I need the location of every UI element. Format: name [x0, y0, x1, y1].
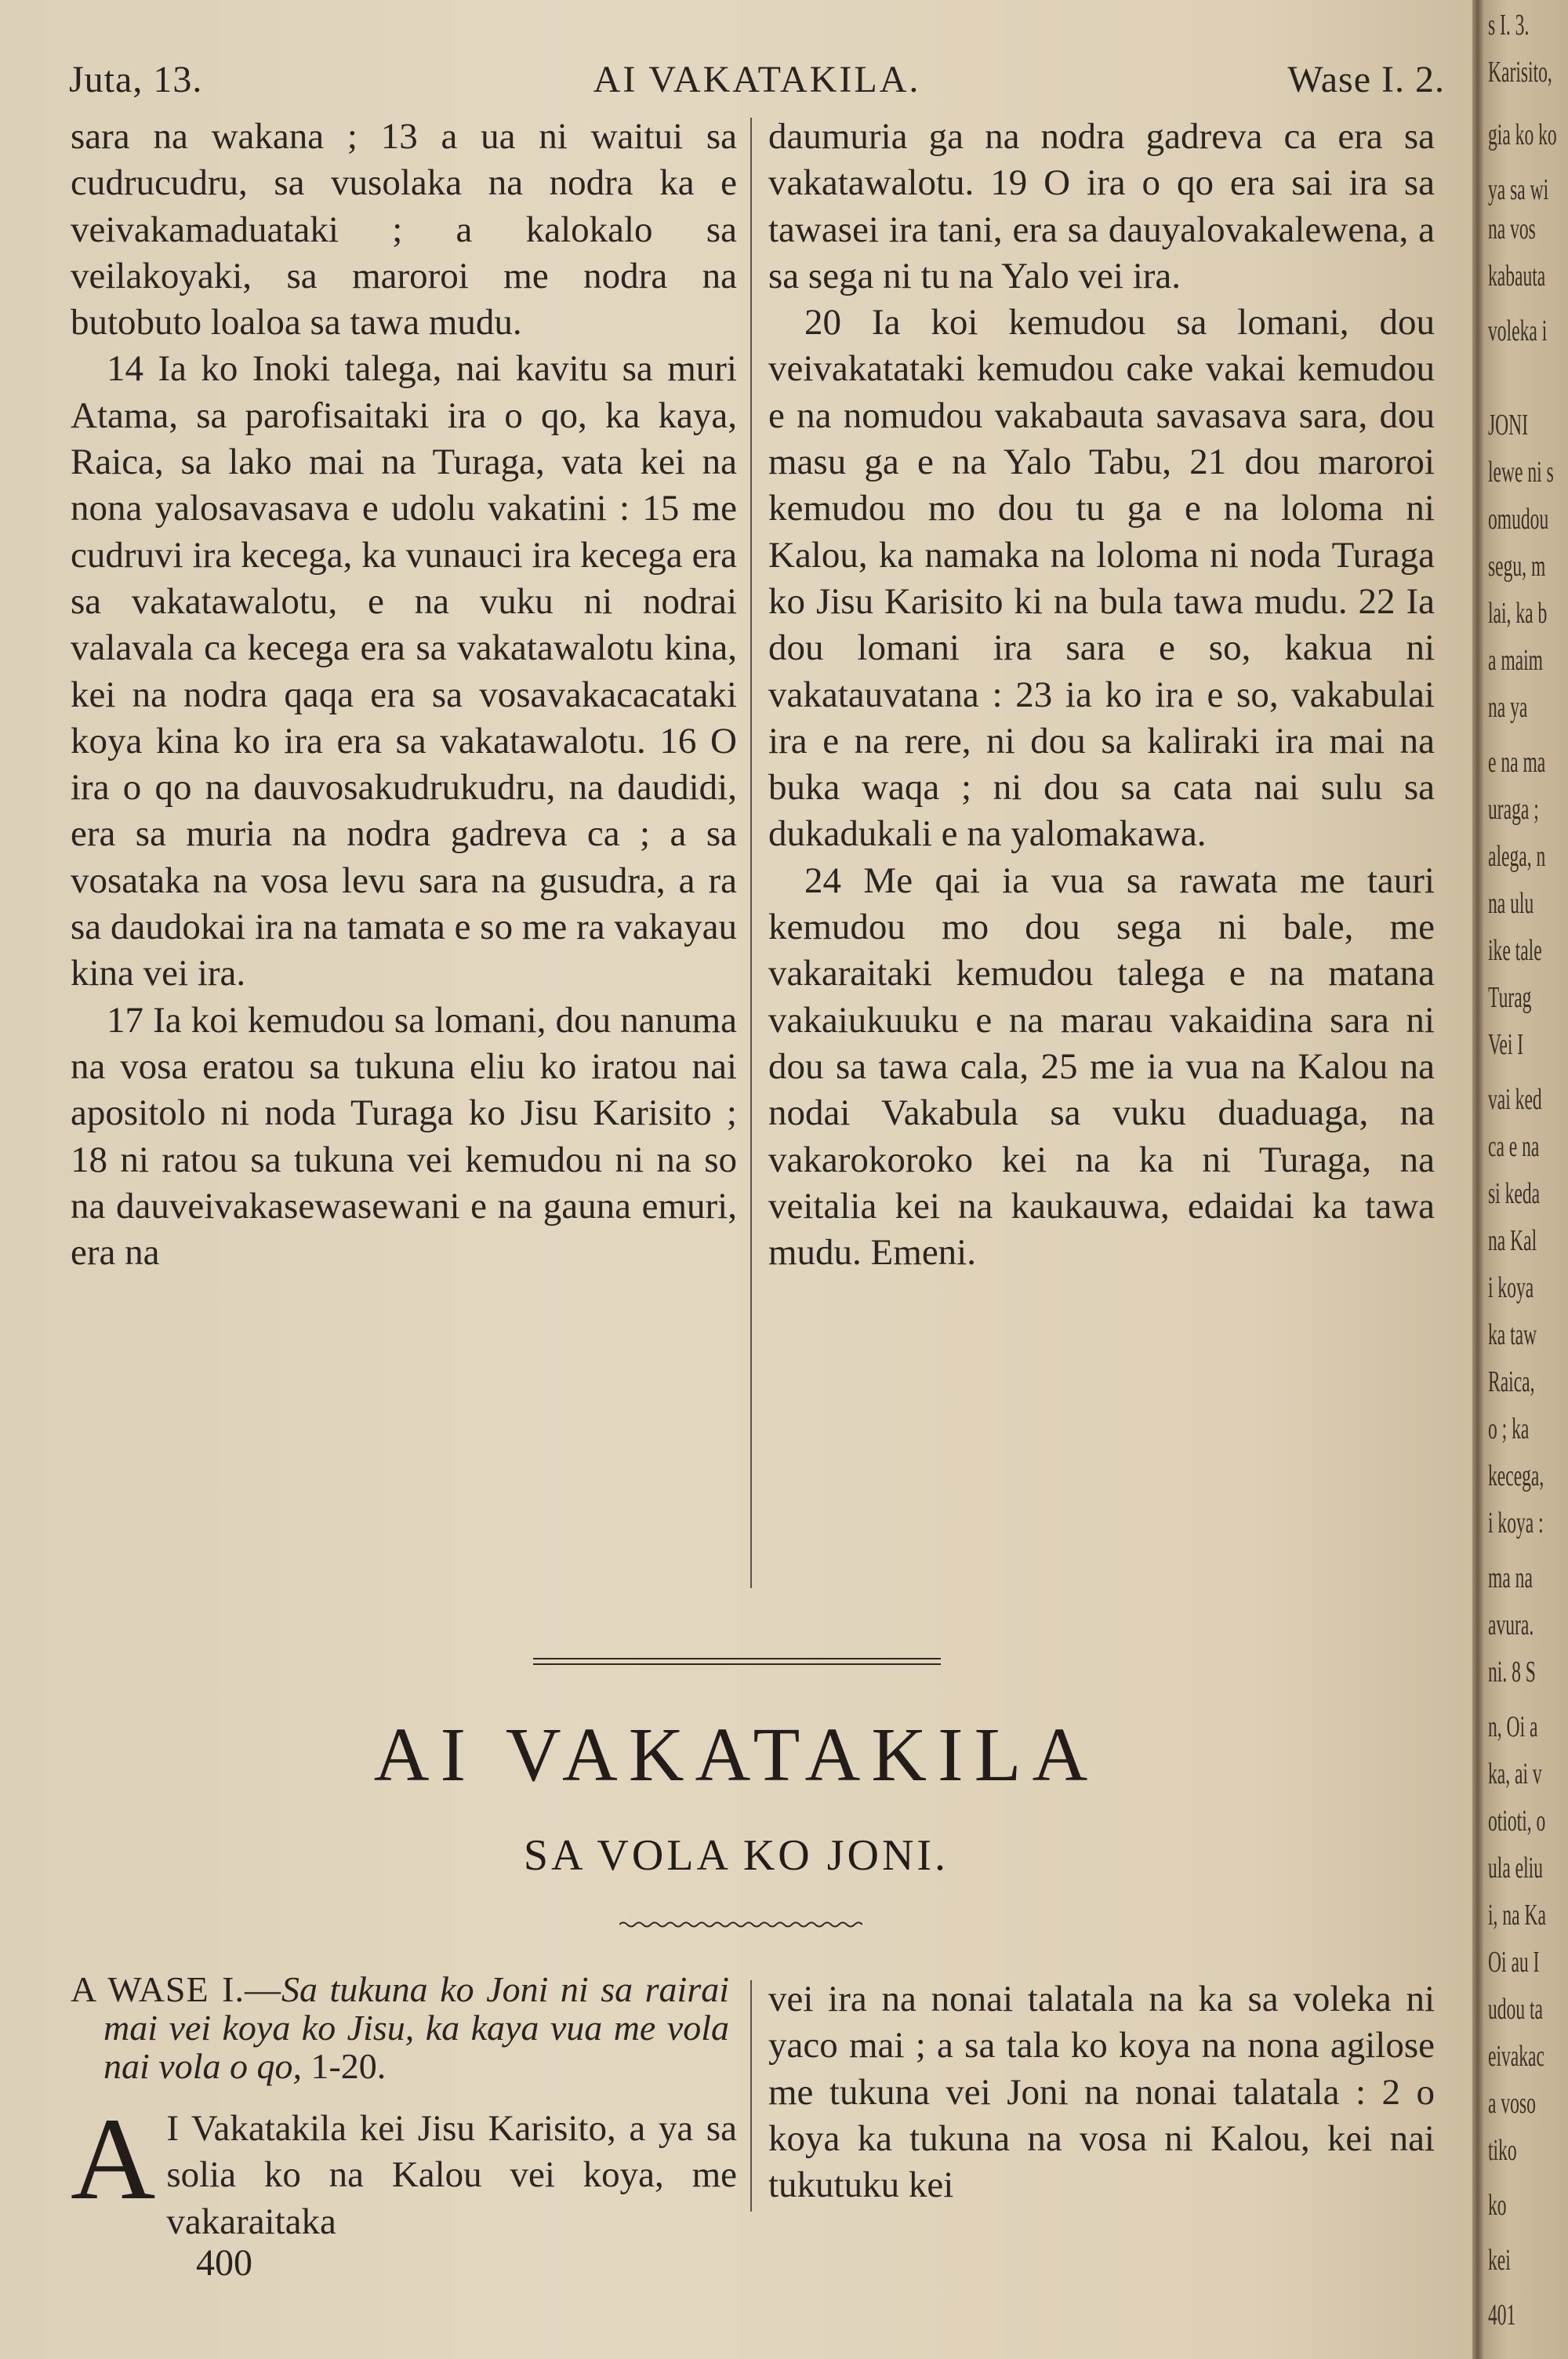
- adjacent-page-fragment: i koya: [1488, 1271, 1534, 1304]
- running-head-left: Juta, 13.: [69, 59, 203, 100]
- adjacent-page-fragment: ko: [1488, 2189, 1507, 2222]
- paragraph: I Vakatakila kei Jisu Karisito, a ya sa solia ko na Kalou vei koya, me vakaraitaka: [166, 2108, 737, 2242]
- adjacent-page-edge: [1483, 0, 1568, 2359]
- adjacent-page-fragment: ka taw: [1488, 1318, 1537, 1351]
- adjacent-page-fragment: tiko: [1488, 2134, 1517, 2167]
- adjacent-page-fragment: kabauta: [1488, 260, 1546, 293]
- section-rule: [533, 1658, 941, 1659]
- adjacent-page-fragment: otioti, o: [1488, 1805, 1546, 1837]
- column-divider: [750, 1980, 752, 2212]
- adjacent-page-fragment: Karisito,: [1488, 56, 1552, 89]
- adjacent-page-fragment: Vei I: [1488, 1028, 1524, 1061]
- chapter-summary-text: Sa tukuna ko Joni ni sa rairai mai vei koya ko Jisu, ka kaya vua me vola nai vola o qo,: [103, 1969, 729, 2086]
- jude-left-column: [71, 114, 737, 1276]
- adjacent-page-fragment: segu, m: [1488, 550, 1546, 583]
- paragraph: sara na wakana ; 13 a ua ni waitui sa cudrucudru, sa vusolaka na nodra ka e veivakamaduataki ; a kalokalo sa veilakoyaki, sa maroroi me nodra na butobuto loaloa sa tawa mudu.: [71, 116, 737, 343]
- adjacent-page-fragment: na Kal: [1488, 1224, 1537, 1257]
- adjacent-page-fragment: na ya: [1488, 691, 1528, 724]
- chapter-label: A WASE I.—: [71, 1969, 281, 2009]
- adjacent-page-fragment: ka, ai v: [1488, 1757, 1542, 1790]
- adjacent-page-fragment: Oi au I: [1488, 1946, 1540, 1979]
- section-rule: [533, 1663, 941, 1665]
- paragraph: 17 Ia koi kemudou sa lomani, dou nanuma na vosa eratou sa tukuna eliu ko iratou nai apositolo ni noda Turaga ko Jisu Karisito ; 18 ni ratou sa tukuna vei kemudou ni na so na dauveivakasewasewani e na gauna emuri, era na: [71, 999, 737, 1274]
- running-head-right: Wase I. 2.: [1287, 59, 1445, 100]
- chapter-summary: [71, 1970, 729, 2085]
- adjacent-page-fragment: lai, ka b: [1488, 597, 1548, 630]
- adjacent-page-fragment: kecega,: [1488, 1459, 1544, 1492]
- adjacent-page-fragment: ike tale: [1488, 934, 1542, 967]
- revelation-left-column: [71, 2094, 737, 2245]
- adjacent-page-fragment: Turag: [1488, 981, 1532, 1014]
- adjacent-page-fragment: avura.: [1488, 1608, 1534, 1641]
- adjacent-page-fragment: si keda: [1488, 1177, 1541, 1210]
- running-head-center: AI VAKATAKILA.: [593, 59, 921, 100]
- book-subtitle: SA VOLA KO JONI.: [523, 1831, 949, 1880]
- verse-range: 1-20.: [301, 2046, 387, 2086]
- adjacent-page-fragment: o ; ka: [1488, 1412, 1530, 1445]
- adjacent-page-fragment: n, Oi a: [1488, 1710, 1538, 1743]
- paragraph: daumuria ga na nodra gadreva ca era sa vakatawalotu. 19 O ira o qo era sai ira sa tawasei ira tani, era sa dauyalovakalewena, a sa sega ni tu na Yalo vei ira.: [768, 116, 1435, 296]
- adjacent-page-fragment: Raica,: [1488, 1365, 1535, 1398]
- adjacent-page-fragment: 401: [1488, 2299, 1516, 2332]
- adjacent-page-fragment: lewe ni s: [1488, 456, 1554, 489]
- adjacent-page-fragment: ma na: [1488, 1561, 1533, 1594]
- book-title: AI VAKATAKILA: [373, 1713, 1099, 1797]
- paragraph: 14 Ia ko Inoki talega, nai kavitu sa muri Atama, sa parofisaitaki ira o qo, ka kaya, Raica, sa lako mai na Turaga, vata kei na nona yalosavasava e udolu vakatini : 15 me cudruvi ira kecega, ka vunauci ira kecega era sa vakatawalotu, e na vuku ni nodrai valavala ca kecega era sa vakatawalotu kina, kei na nodra qaqa era sa vosavakacacataki koya kina ko ira era sa vakatawalotu. 16 O ira o qo na dauvosakudrukudru, na daudidi, era sa muria na nodra gadreva ca ; a sa vosataka na vosa levu sara na gusudra, a ra sa daudokai ira na tamata e so me ra vakayau kina vei ira.: [71, 348, 737, 994]
- page-number: 400: [196, 2242, 252, 2284]
- jude-right-column: [768, 114, 1435, 1276]
- adjacent-page-fragment: na ulu: [1488, 887, 1534, 920]
- adjacent-page-fragment: ya sa wi: [1488, 173, 1549, 206]
- drop-cap: A: [71, 2094, 156, 2224]
- adjacent-page-fragment: kei: [1488, 2244, 1511, 2277]
- running-head: [69, 58, 1445, 105]
- adjacent-page-fragment: a maim: [1488, 644, 1544, 677]
- adjacent-page-fragment: alega, n: [1488, 840, 1546, 873]
- adjacent-page-fragment: ula eliu: [1488, 1852, 1544, 1885]
- adjacent-page-fragment: na vos: [1488, 213, 1536, 245]
- adjacent-page-fragment: i, na Ka: [1488, 1899, 1546, 1932]
- column-divider: [750, 118, 752, 1588]
- wavy-ornament: [619, 1919, 862, 1930]
- paragraph: 24 Me qai ia vua sa rawata me tauri kemudou mo dou sega ni bale, me vakaraitaki kemudou talega e na matana vakaiukuuku e na marau vakaidina sara ni dou sa tawa cala, 25 me ia vua na Kalou na nodai Vakabula sa vuku duaduaga, na vakarokoroko kei na ka ni Turaga, na veitalia kei na kaukauwa, edaidai ka tawa mudu. Emeni.: [768, 860, 1435, 1274]
- adjacent-page-fragment: gia ko ko: [1488, 118, 1557, 151]
- adjacent-page-fragment: eivakac: [1488, 2040, 1544, 2073]
- adjacent-page-fragment: vai ked: [1488, 1083, 1542, 1116]
- book-gutter: [1472, 0, 1483, 2359]
- adjacent-page-fragment: ca e na: [1488, 1130, 1540, 1163]
- adjacent-page-fragment: e na ma: [1488, 746, 1546, 779]
- adjacent-page-fragment: a voso: [1488, 2087, 1536, 2120]
- adjacent-page-fragment: ni. 8 S: [1488, 1656, 1536, 1688]
- adjacent-page-fragment: s I. 3.: [1488, 9, 1530, 42]
- adjacent-page-fragment: uraga ;: [1488, 793, 1539, 826]
- revelation-right-column: [768, 1976, 1435, 2208]
- paragraph: 20 Ia koi kemudou sa lomani, dou veivakatataki kemudou cake vakai kemudou e na nomudou vakabauta savasava sara, dou masu ga e na Yalo Tabu, 21 dou maroroi kemudou mo dou tu ga e na loloma ni Kalou, ka namaka na loloma ni noda Turaga ko Jisu Karisito ki na bula tawa mudu. 22 Ia dou lomani ira sara e so, kakua ni vakatauvatana : 23 ia ko ira e so, vakabulai ira e na rere, ni dou sa kaliraki ira mai na buka waqa ; ni dou sa cata nai sulu sa dukadukali e na yalomakawa.: [768, 302, 1435, 855]
- adjacent-page-fragment: i koya :: [1488, 1507, 1544, 1539]
- adjacent-page-fragment: JONI: [1488, 409, 1529, 442]
- paragraph: vei ira na nonai talatala na ka sa voleka ni yaco mai ; a sa tala ko koya na nona agilose me tukuna vei Joni na nonai talatala : 2 o koya ka tukuna na vosa ni Kalou, kei nai tukutuku kei: [768, 1979, 1435, 2206]
- adjacent-page-fragment: udou ta: [1488, 1993, 1544, 2026]
- adjacent-page-fragment: omudou: [1488, 503, 1549, 536]
- adjacent-page-fragment: voleka i: [1488, 314, 1548, 347]
